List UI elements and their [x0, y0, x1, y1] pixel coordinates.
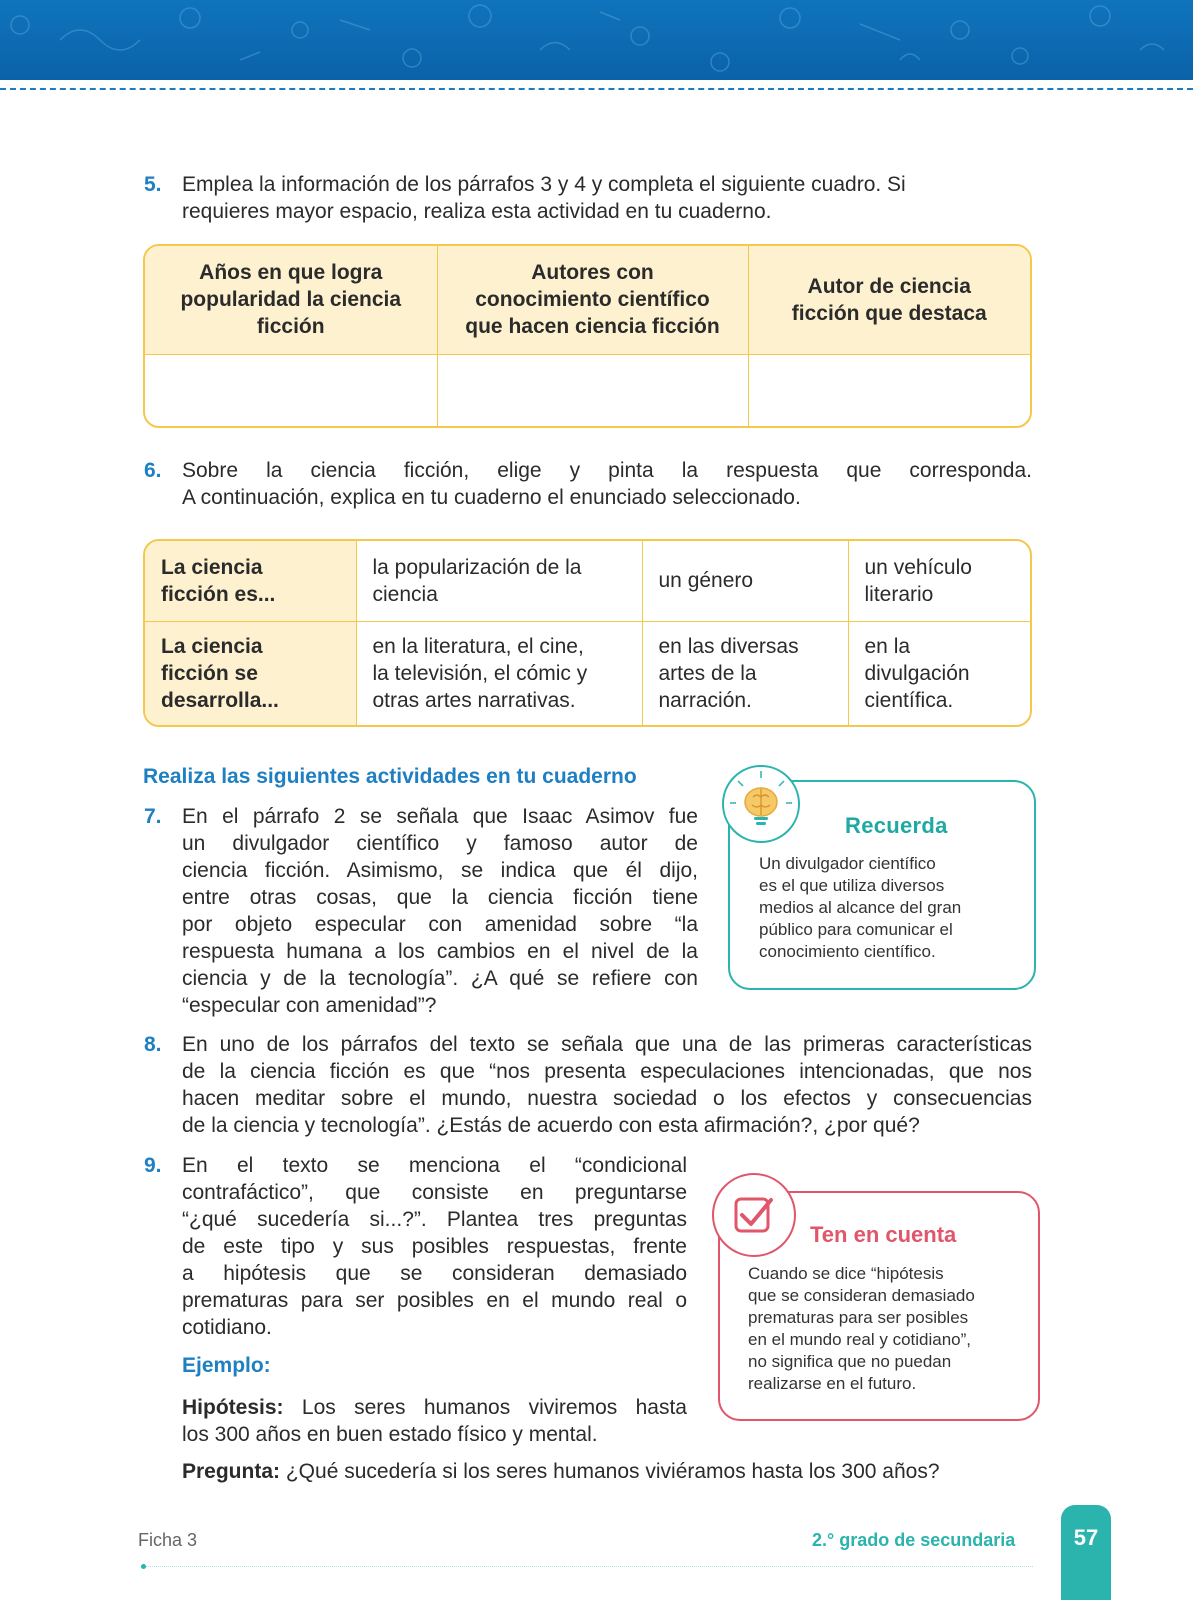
- table-header-cell: [145, 246, 437, 354]
- question-text-line: contrafáctico”, que consiste en preguntarse: [182, 1181, 687, 1204]
- question-7: [144, 803, 698, 1019]
- cell-line: artes de la: [658, 661, 757, 685]
- header-line: Años en que logra: [199, 261, 383, 285]
- header-line: ficción: [256, 315, 325, 339]
- hypothesis-text-line: los 300 años en buen estado físico y mental.: [182, 1423, 598, 1446]
- question-text-line: En el texto se menciona el “condicional: [182, 1154, 687, 1177]
- question-text-line: por objeto especular con amenidad sobre “la: [182, 913, 698, 936]
- top-dashed-rule: [0, 88, 1193, 90]
- question-text-line: ciencia ficción. Asimismo, se indica que él dijo,: [182, 859, 698, 882]
- question-example-text: ¿Qué sucedería si los seres humanos viviéramos hasta los 300 años?: [285, 1460, 940, 1483]
- question-text-line: En el párrafo 2 se señala que Isaac Asimov fue: [182, 805, 698, 828]
- example-question: [182, 1458, 1032, 1485]
- recuerda-title: Recuerda: [845, 813, 948, 838]
- answer-option[interactable]: [848, 621, 1030, 725]
- answer-option[interactable]: [642, 541, 848, 621]
- question-text-line: A continuación, explica en tu cuaderno el enunciado seleccionado.: [182, 486, 801, 509]
- box-text-line: realizarse en el futuro.: [748, 1374, 917, 1393]
- cell-line: en la: [864, 634, 911, 658]
- box-text-line: público para comunicar el: [759, 920, 953, 939]
- ten-en-cuenta-text: [748, 1263, 975, 1395]
- cell-line: un vehículo: [864, 555, 972, 579]
- answer-option[interactable]: [356, 621, 642, 725]
- blank-answer-cell[interactable]: [145, 354, 437, 426]
- cell-line: divulgación: [864, 661, 970, 685]
- chart-completion-table: [143, 244, 1032, 428]
- question-text-line: de este tipo y sus posibles respuestas, frente: [182, 1235, 687, 1258]
- example-hypothesis: [182, 1394, 687, 1448]
- footer-grade: 2.° grado de secundaria: [812, 1530, 1016, 1550]
- question-text-line: cotidiano.: [182, 1316, 272, 1339]
- answer-option[interactable]: [642, 621, 848, 725]
- header-line: ficción que destaca: [791, 301, 987, 325]
- box-text-line: es el que utiliza diversos: [759, 876, 945, 895]
- row-head-cell: [145, 541, 356, 621]
- header-line: popularidad la ciencia: [180, 288, 402, 312]
- recuerda-text: [759, 853, 961, 963]
- table-header-cell: [437, 246, 748, 354]
- box-text-line: Cuando se dice “hipótesis: [748, 1264, 944, 1283]
- cell-line: otras artes narrativas.: [372, 688, 576, 712]
- box-text-line: conocimiento científico.: [759, 942, 936, 961]
- cell-line: ciencia: [372, 582, 438, 606]
- cell-line: en las diversas: [658, 634, 799, 658]
- blank-answer-cell[interactable]: [437, 354, 748, 426]
- row-head-cell: [145, 621, 356, 725]
- cell-line: científica.: [864, 688, 954, 712]
- question-text-line: “especular con amenidad”?: [182, 994, 437, 1017]
- choice-table: [143, 539, 1032, 727]
- cell-line: La ciencia: [161, 634, 263, 658]
- cell-line: La ciencia: [161, 555, 263, 579]
- question-text-line: requieres mayor espacio, realiza esta actividad en tu cuaderno.: [182, 200, 772, 223]
- question-text-line: prematuras para ser posibles en el mundo real o: [182, 1289, 687, 1312]
- question-text-line: de la ciencia ficción es que “nos presenta especulaciones intencionadas, que nos: [182, 1060, 1032, 1083]
- hypothesis-text: Los seres humanos viviremos hasta: [301, 1396, 687, 1419]
- box-text-line: Un divulgador científico: [759, 854, 936, 873]
- cell-line: la popularización de la: [372, 555, 582, 579]
- box-text-line: prematuras para ser posibles: [748, 1308, 969, 1327]
- box-text-line: que se consideran demasiado: [748, 1286, 975, 1305]
- answer-option[interactable]: [848, 541, 1030, 621]
- ten-en-cuenta-title: Ten en cuenta: [810, 1222, 957, 1247]
- header-line: conocimiento científico: [475, 288, 710, 312]
- checkbox-check-icon: [712, 1173, 796, 1257]
- footer-ficha: Ficha 3: [138, 1530, 198, 1550]
- question-text-line: un divulgador científico y famoso autor de: [182, 832, 698, 855]
- cell-line: narración.: [658, 688, 752, 712]
- question-number: 5.: [144, 173, 162, 196]
- question-text-line: a hipótesis que se consideran demasiado: [182, 1262, 687, 1285]
- box-text-line: medios al alcance del gran: [759, 898, 962, 917]
- cell-line: ficción se: [161, 661, 258, 685]
- question-number: 8.: [144, 1033, 162, 1056]
- cell-line: literario: [864, 582, 934, 606]
- cell-line: un género: [658, 569, 754, 593]
- question-text-line: respuesta humana a los cambios en el nivel de la: [182, 940, 698, 963]
- blank-answer-cell[interactable]: [748, 354, 1030, 426]
- question-text-line: de la ciencia y tecnología”. ¿Estás de acuerdo con esta afirmación?, ¿por qué?: [182, 1114, 920, 1137]
- example-title: Ejemplo:: [182, 1354, 271, 1377]
- page-number: 57: [1061, 1505, 1111, 1600]
- question-number: 6.: [144, 459, 162, 482]
- question-8: [144, 1031, 1032, 1139]
- cell-line: ficción es...: [161, 582, 276, 606]
- footer-dot: [141, 1564, 146, 1569]
- header-line: Autores con: [531, 261, 654, 285]
- question-6: [144, 457, 1032, 511]
- question-text-line: Sobre la ciencia ficción, elige y pinta la respuesta que corresponda.: [182, 459, 1032, 482]
- cell-line: la televisión, el cómic y: [372, 661, 588, 685]
- question-number: 7.: [144, 805, 162, 828]
- doodle-pattern: [0, 0, 1193, 80]
- question-text-line: entre otras cosas, que la ciencia ficción tiene: [182, 886, 698, 909]
- hypothesis-label: Hipótesis:: [182, 1396, 284, 1419]
- section-title: Realiza las siguientes actividades en tu cuaderno: [143, 765, 637, 788]
- header-line: Autor de ciencia: [807, 274, 971, 298]
- question-text-line: ciencia y de la tecnología”. ¿A qué se refiere con: [182, 967, 698, 990]
- top-banner: [0, 0, 1193, 80]
- box-text-line: en el mundo real y cotidiano”,: [748, 1330, 972, 1349]
- answer-option[interactable]: [356, 541, 642, 621]
- question-number: 9.: [144, 1154, 162, 1177]
- question-text-line: hacen meditar sobre el mundo, nuestra sociedad o los efectos y consecuencias: [182, 1087, 1032, 1110]
- question-9: [144, 1152, 687, 1341]
- question-5: [144, 171, 1032, 225]
- cell-line: en la literatura, el cine,: [372, 634, 584, 658]
- table-header-cell: [748, 246, 1030, 354]
- cell-line: desarrolla...: [161, 688, 279, 712]
- footer-rule: [143, 1566, 1033, 1567]
- question-text-line: En uno de los párrafos del texto se señala que una de las primeras características: [182, 1033, 1032, 1056]
- question-text-line: “¿qué sucedería si...?”. Plantea tres preguntas: [182, 1208, 687, 1231]
- question-text-line: Emplea la información de los párrafos 3 y 4 y completa el siguiente cuadro. Si: [182, 173, 906, 196]
- question-label: Pregunta:: [182, 1460, 281, 1483]
- header-line: que hacen ciencia ficción: [465, 315, 720, 339]
- box-text-line: no significa que no puedan: [748, 1352, 952, 1371]
- brain-lightbulb-icon: [722, 765, 800, 843]
